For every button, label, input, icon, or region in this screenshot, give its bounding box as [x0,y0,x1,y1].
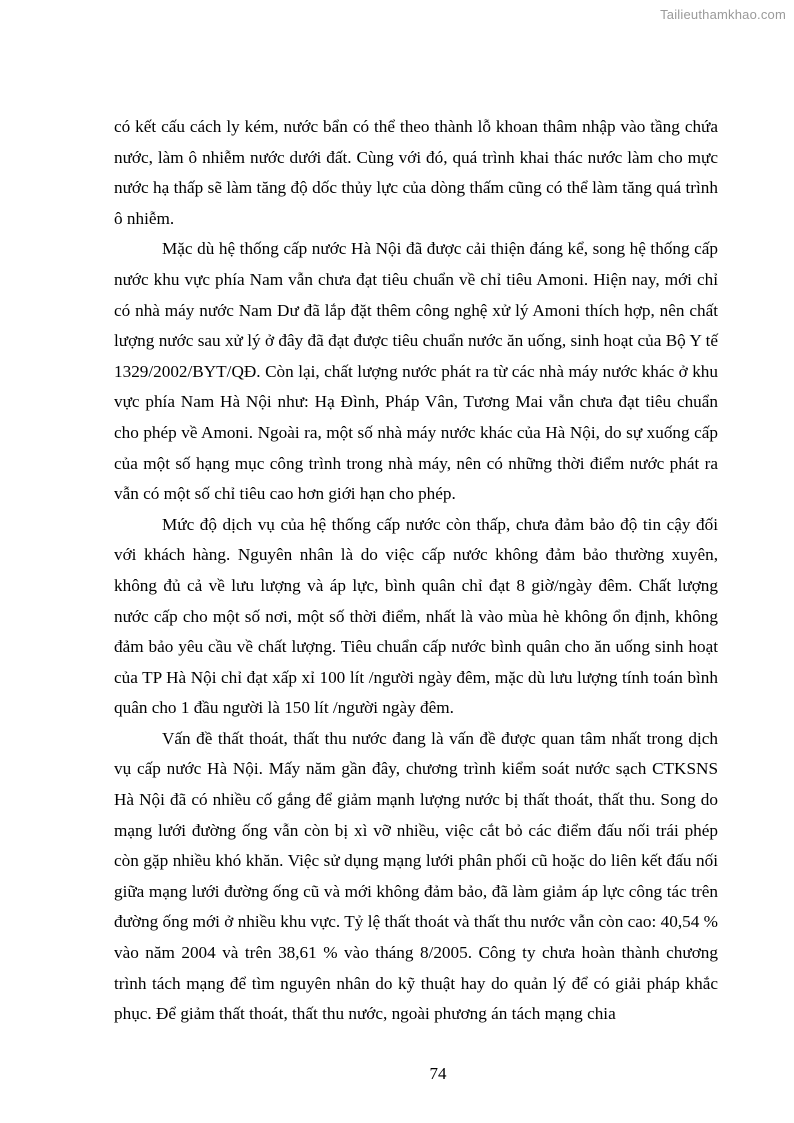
paragraph-continuation: có kết cấu cách ly kém, nước bẩn có thể theo thành lỗ khoan thâm nhập vào tầng chứa nước, làm ô nhiễm nước dưới đất. Cùng với đó, quá trình khai thác nước làm cho mực nước hạ thấp sẽ làm tăng độ dốc thủy lực của dòng thấm cũng có thể làm tăng quá trình ô nhiễm. [114,117,718,228]
paragraph-water-loss: Vấn đề thất thoát, thất thu nước đang là vấn đề được quan tâm nhất trong dịch vụ cấp nước Hà Nội. Mấy năm gần đây, chương trình kiểm soát nước sạch CTKSNS Hà Nội đã có nhiều cố gắng để giảm mạnh lượng nước bị thất thoát, thất thu. Song do mạng lưới đường ống vẫn còn bị xì vỡ nhiều, việc cắt bỏ các điểm đấu nối trái phép còn gặp nhiều khó khăn. Việc sử dụng mạng lưới phân phối cũ hoặc do liên kết đấu nối giữa mạng lưới đường ống cũ và mới không đảm bảo, đã làm giảm áp lực công tác trên đường ống mới ở nhiều khu vực. Tỷ lệ thất thoát và thất thu nước vẫn còn cao: 40,54 % vào năm 2004 và trên 38,61 % vào tháng 8/2005. Công ty chưa hoàn thành chương trình tách mạng để tìm nguyên nhân do kỹ thuật hay do quản lý để có giải pháp khắc phục. Để giảm thất thoát, thất thu nước, ngoài phương án tách mạng chia [114,728,718,1024]
page-number: 74 [429,1064,447,1083]
paragraph-amoni: Mặc dù hệ thống cấp nước Hà Nội đã được cải thiện đáng kể, song hệ thống cấp nước khu vực phía Nam vẫn chưa đạt tiêu chuẩn về chỉ tiêu Amoni. Hiện nay, mới chỉ có nhà máy nước Nam Dư đã lắp đặt thêm công nghệ xử lý Amoni thích hợp, nên chất lượng nước sau xử lý ở đây đã đạt được tiêu chuẩn nước ăn uống, sinh hoạt của Bộ Y tế 1329/2002/BYT/QĐ. Còn lại, chất lượng nước phát ra từ các nhà máy nước khác ở khu vực phía Nam Hà Nội như: Hạ Đình, Pháp Vân, Tương Mai vẫn chưa đạt tiêu chuẩn cho phép về Amoni. Ngoài ra, một số nhà máy nước khác của Hà Nội, do sự xuống cấp của một số hạng mục công trình trong nhà máy, nên có những thời điểm nước phát ra vẫn có một số chỉ tiêu cao hơn giới hạn cho phép. [114,239,718,504]
watermark-text: Tailieuthamkhao.com [660,7,786,22]
document-body [114,112,718,1030]
paragraph-service-level: Mức độ dịch vụ của hệ thống cấp nước còn thấp, chưa đảm bảo độ tin cậy đối với khách hàng. Nguyên nhân là do việc cấp nước không đảm bảo thường xuyên, không đủ cả về lưu lượng và áp lực, bình quân chỉ đạt 8 giờ/ngày đêm. Chất lượng nước cấp cho một số nơi, một số thời điểm, nhất là vào mùa hè không ổn định, không đảm bảo yêu cầu về chất lượng. Tiêu chuẩn cấp nước bình quân cho ăn uống sinh hoạt của TP Hà Nội chỉ đạt xấp xỉ 100 lít /người ngày đêm, mặc dù lưu lượng tính toán bình quân cho 1 đầu người là 150 lít /người ngày đêm. [114,514,718,718]
